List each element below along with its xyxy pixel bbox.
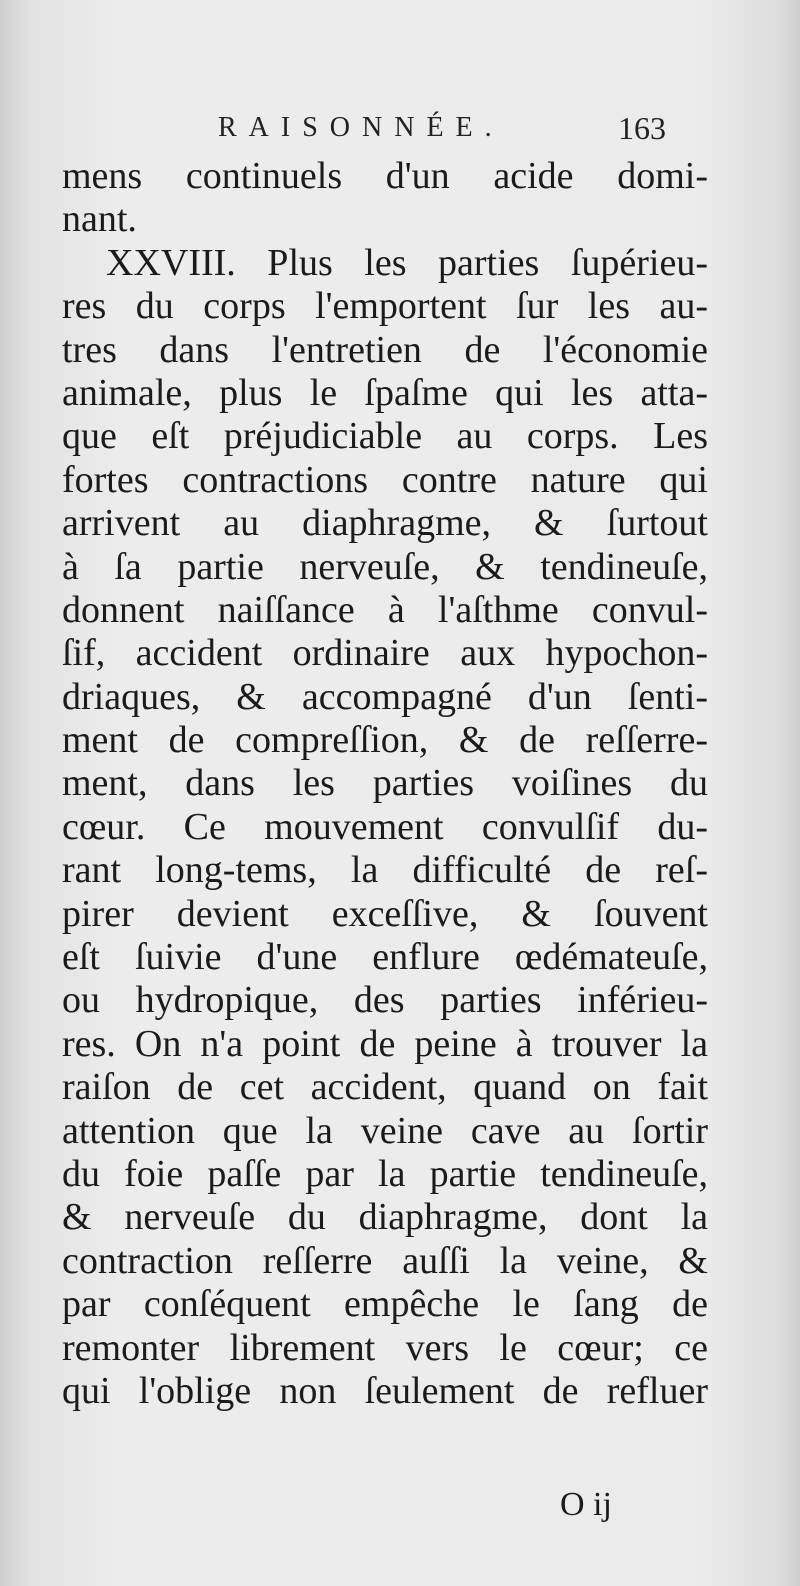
text-line: mens continuels d'un acide domi- [62,155,708,197]
text-line: du foie paſſe par la partie tendineuſe, [62,1152,708,1195]
text-line: tres dans l'entretien de l'économie [62,328,708,371]
text-line: nant. [62,198,137,241]
text-line: pirer devient exceſſive, & ſouvent [62,892,708,935]
text-line: que eſt préjudiciable au corps. Les [62,415,708,458]
text-line: rant long-tems, la difficulté de reſ- [62,849,708,892]
text-line: contraction reſſerre auſſi la veine, & [62,1239,708,1282]
signature-mark: O ij [560,1486,612,1523]
text-line: qui l'oblige non ſeulement de refluer [62,1369,708,1412]
text-line: ment de compreſſion, & de reſſerre- [62,719,708,762]
text-line: remonter librement vers le cœur; ce [62,1326,708,1369]
text-line: ſif, accident ordinaire aux hypochon- [62,632,708,675]
text-line: res. On n'a point de peine à trouver la [62,1022,708,1065]
text-line: driaques, & accompagné d'un ſenti- [62,675,708,718]
text-line: animale, plus le ſpaſme qui les atta- [62,371,708,414]
text-line: par conſéquent empêche le ſang de [62,1283,708,1326]
text-line: à ſa partie nerveuſe, & tendineuſe, [62,545,708,588]
page-header [0,110,800,150]
text-line: fortes contractions contre nature qui [62,458,708,501]
text-line: ou hydropique, des parties inférieu- [62,979,708,1022]
body-text [62,155,708,1413]
text-line: arrivent au diaphragme, & ſurtout [62,502,708,545]
text-line: attention que la veine cave au ſortir [62,1109,708,1152]
text-line: cœur. Ce mouvement convulſif du- [62,805,708,848]
text-line: & nerveuſe du diaphragme, dont la [62,1196,708,1239]
text-line: XXVIII. Plus les parties ſupérieu- [106,241,708,284]
text-line: raiſon de cet accident, quand on fait [62,1066,708,1109]
text-line: eſt ſuivie d'une enflure œdémateuſe, [62,936,708,979]
text-line: res du corps l'emportent ſur les au- [62,285,708,328]
text-line: donnent naiſſance à l'aſthme convul- [62,588,708,631]
text-line: ment, dans les parties voiſines du [62,762,708,805]
page-number: 163 [618,110,666,146]
running-head: RAISONNÉE. [218,112,504,143]
